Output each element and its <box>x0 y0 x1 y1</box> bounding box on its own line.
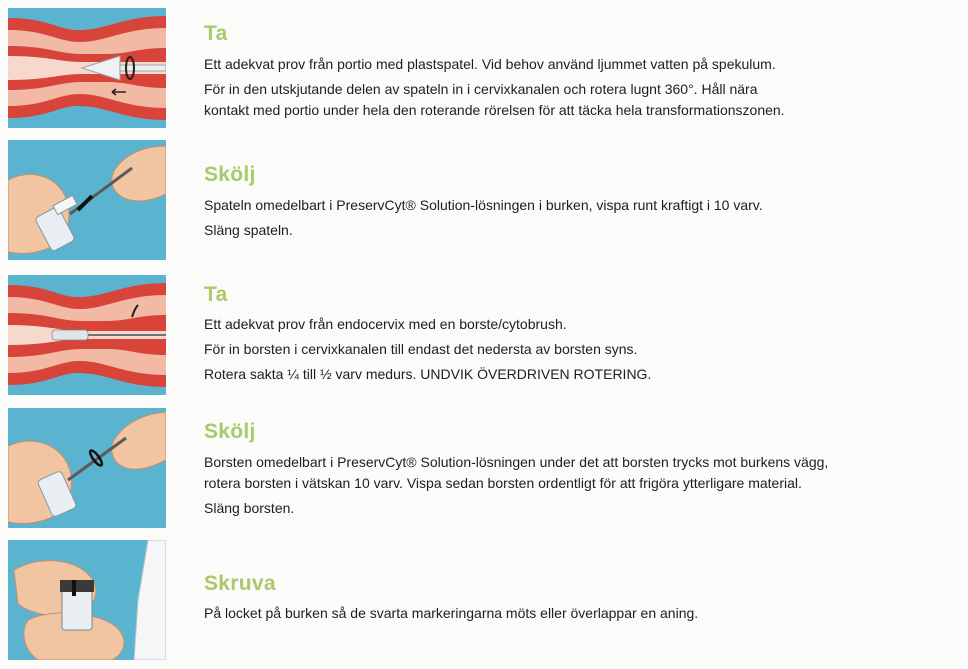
step-3-heading: Ta <box>204 283 228 306</box>
step-1-line-2: För in den utskjutande delen av spateln in i cervixkanalen och rotera lugnt 360°. Håll nära <box>204 81 758 97</box>
hands-rinse-brush-vial-illustration <box>8 408 166 528</box>
step-3-line-1: Ett adekvat prov från endocervix med en borste/cytobrush. <box>204 316 567 332</box>
step-1-line-3: kontakt med portio under hela den roterande rörelsen för att täcka hela transformationszonen. <box>204 102 785 118</box>
step-2-line-2: Släng spateln. <box>204 222 293 238</box>
step-5-heading: Skruva <box>204 572 276 595</box>
hands-rinse-spatula-vial-illustration <box>8 140 166 260</box>
step-1-heading: Ta <box>204 22 228 45</box>
step-2-line-1: Spateln omedelbart i PreservCyt® Solution-lösningen i burken, vispa runt kraftigt i 10 varv. <box>204 197 763 213</box>
step-4-line-2: rotera borsten i vätskan 10 varv. Vispa sedan borsten ordentligt för att frigöra ytterligare material. <box>204 475 802 491</box>
step-3-line-2: För in borsten i cervixkanalen till endast det nedersta av borsten syns. <box>204 341 638 357</box>
step-3-line-3: Rotera sakta ¼ till ½ varv medurs. UNDVIK ÖVERDRIVEN ROTERING. <box>204 366 652 382</box>
step-4-heading: Skölj <box>204 420 256 443</box>
step-2-heading: Skölj <box>204 163 256 186</box>
cervix-spatula-illustration <box>8 8 166 128</box>
step-1-line-1: Ett adekvat prov från portio med plastspatel. Vid behov använd ljummet vatten på spekulum. <box>204 56 776 72</box>
step-4-line-1: Borsten omedelbart i PreservCyt® Solution-lösningen under det att borsten trycks mot burkens vägg, <box>204 454 829 470</box>
step-5-text <box>204 603 954 624</box>
step-5-line-1: På locket på burken så de svarta markeringarna möts eller överlappar en aning. <box>204 605 699 621</box>
step-2-text <box>204 195 954 241</box>
step-4-line-3: Släng borsten. <box>204 500 295 516</box>
step-4-text <box>204 452 954 519</box>
cervix-brush-illustration <box>8 275 166 395</box>
step-3-text <box>204 314 954 385</box>
step-1-text <box>204 54 954 121</box>
hands-screw-lid-illustration <box>8 540 166 660</box>
